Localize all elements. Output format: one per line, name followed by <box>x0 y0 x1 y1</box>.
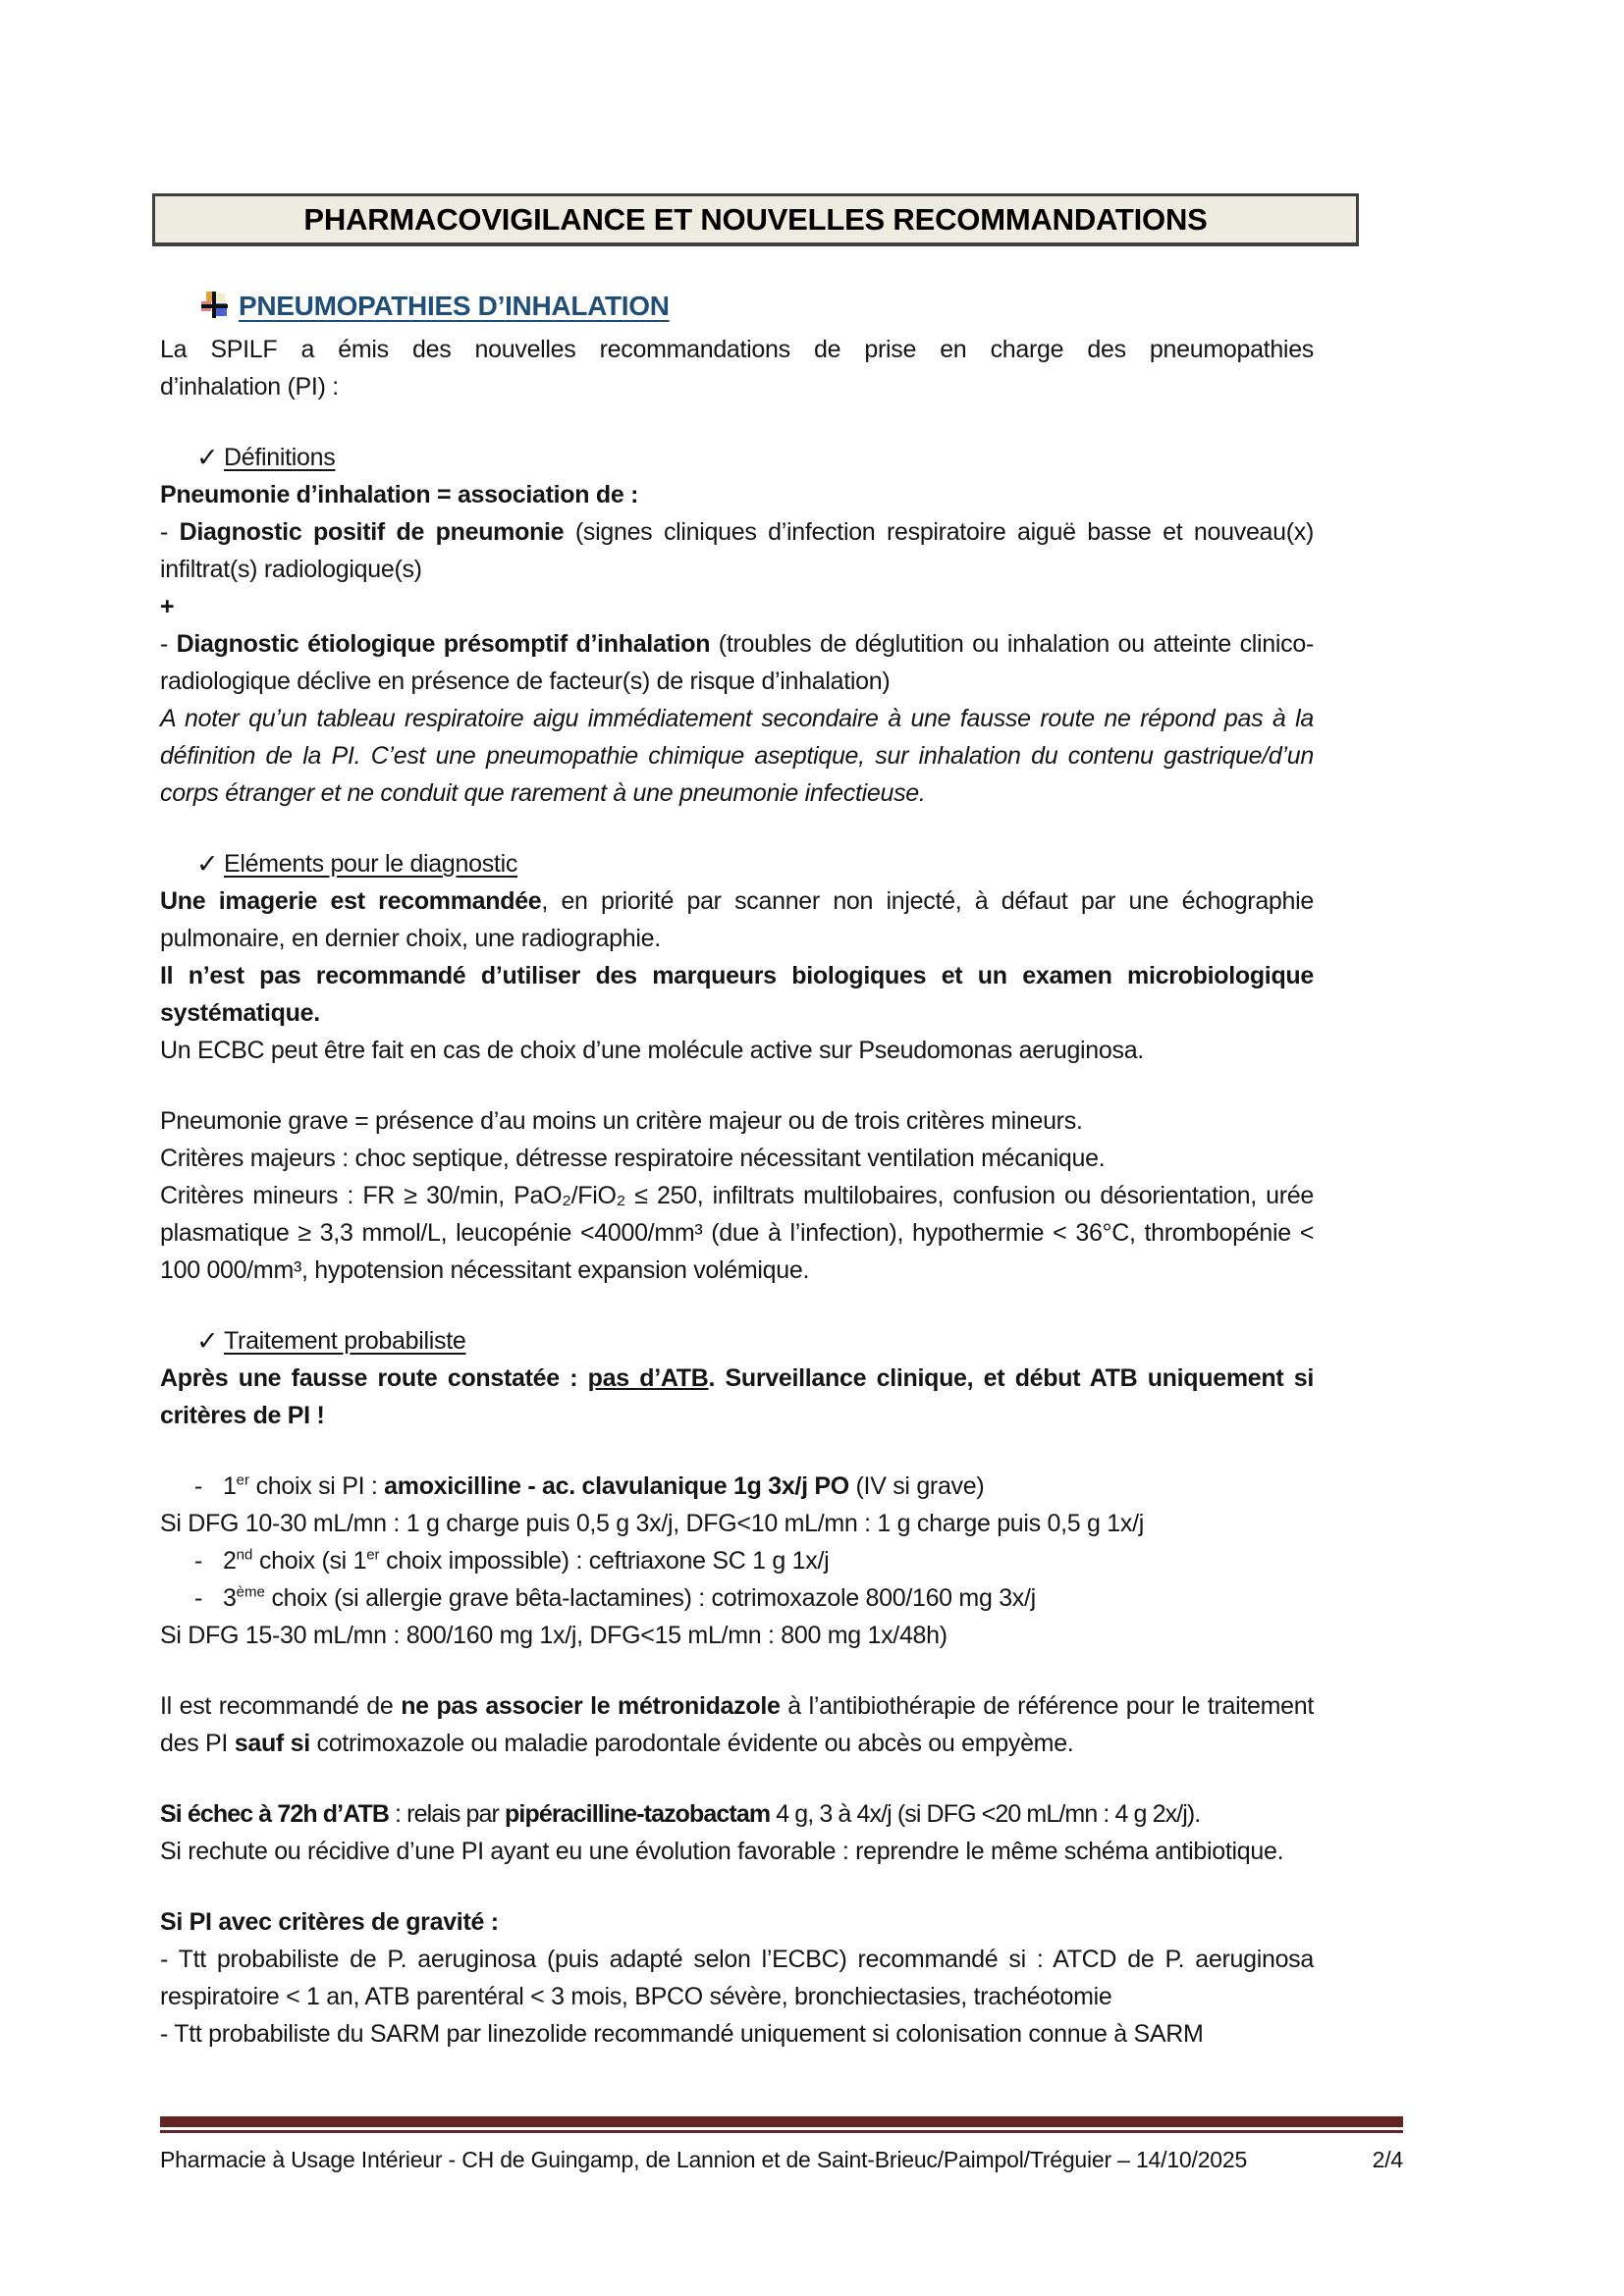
severity-title: Si PI avec critères de gravité : <box>160 1908 499 1936</box>
no-markers-paragraph: Il n’est pas recommandé d’utiliser des marqueurs biologiques et un examen microbiologique systématique. <box>160 962 1314 1027</box>
second-choice-text <box>223 1547 829 1575</box>
page-footer <box>160 2116 1403 2174</box>
ordinal-suffix: ème <box>236 1583 265 1601</box>
failure-bold-run: pipéracilline-tazobactam <box>505 1800 771 1828</box>
no-atb-warning <box>160 1360 1314 1434</box>
metro-bold-run: sauf si <box>234 1730 310 1757</box>
warning-underlined: pas d’ATB <box>587 1364 709 1392</box>
ordinal-suffix: nd <box>236 1546 253 1564</box>
choice-tail: choix (si allergie grave bêta-lactamines) : cotrimoxazole 800/160 mg 3x/j <box>264 1584 1036 1612</box>
third-choice-text <box>223 1584 1036 1612</box>
footer-rule-thick <box>160 2116 1403 2127</box>
dash: - <box>160 518 180 546</box>
first-choice-renal-adjustment: Si DFG 10-30 mL/mn : 1 g charge puis 0,5 g 3x/j, DFG<10 mL/mn : 1 g charge puis 0,5 g 1x/j <box>160 1510 1144 1537</box>
section-title: PNEUMOPATHIES D’INHALATION <box>239 291 670 321</box>
definitions-heading <box>160 439 1314 476</box>
choice-tail: (IV si grave) <box>848 1472 985 1500</box>
ordinal-number: 2 <box>223 1547 237 1575</box>
check-icon: ✓ <box>196 443 219 472</box>
positive-detail: (signes cliniques d’infection respiratoire aiguë basse et nouveau(x) infiltrat(s) radiologique(s) <box>160 518 1315 583</box>
choice-tail: choix impossible) : ceftriaxone SC 1 g 1x/j <box>379 1547 830 1575</box>
dash: - <box>160 630 177 658</box>
third-choice-renal-adjustment: Si DFG 15-30 mL/mn : 800/160 mg 1x/j, DFG<15 mL/mn : 800 mg 1x/48h) <box>160 1622 947 1649</box>
first-choice-item <box>160 1468 1314 1505</box>
metro-bold-run: ne pas associer le métronidazole <box>401 1692 781 1720</box>
imaging-rest: , en priorité par scanner non injecté, à défaut par une échographie pulmonaire, en dernier choix, une radiographie. <box>160 887 1314 952</box>
dash: - <box>194 1547 203 1575</box>
metro-run: à l’antibiothérapie de référence pour le traitement des PI <box>160 1692 1314 1757</box>
document-title: PHARMACOVIGILANCE ET NOUVELLES RECOMMANDATIONS <box>303 201 1208 237</box>
diagnostic-heading <box>160 845 1314 882</box>
document-title-box <box>152 193 1359 246</box>
severity-item-2: - Ttt probabiliste du SARM par linezolide recommandé uniquement si colonisation connue à SARM <box>160 2020 1204 2048</box>
footer-row <box>160 2145 1403 2174</box>
positive-term: Diagnostic positif de pneumonie <box>179 518 565 546</box>
plus-line: + <box>160 593 175 620</box>
intro-line-1: La SPILF a émis des nouvelles recommandations de prise en charge des pneumopathies <box>160 336 1314 363</box>
major-criteria: Critères majeurs : choc septique, détresse respiratoire nécessitant ventilation mécanique. <box>160 1145 1106 1172</box>
etiologic-detail: (troubles de déglutition ou inhalation ou atteinte clinico-radiologique déclive en présence de facteur(s) de risque d’inhalation) <box>160 630 1314 695</box>
warning-lead: Après une fausse route constatée : <box>160 1364 588 1392</box>
warning-tail: . Surveillance clinique, et début ATB uniquement si critères de PI ! <box>160 1364 1315 1429</box>
footer-rule-thin <box>160 2130 1403 2133</box>
choice-label: choix (si 1 <box>252 1547 367 1575</box>
etiologic-term: Diagnostic étiologique présomptif d’inhalation <box>176 630 711 658</box>
check-icon: ✓ <box>196 849 219 879</box>
relapse-paragraph: Si rechute ou récidive d’une PI ayant eu une évolution favorable : reprendre le même schéma antibiotique. <box>160 1838 1284 1865</box>
diagnostic-heading-label: Eléments pour le diagnostic <box>224 850 518 878</box>
ecbc-paragraph: Un ECBC peut être fait en cas de choix d’une molécule active sur Pseudomonas aeruginosa. <box>160 1037 1144 1064</box>
imaging-paragraph <box>160 882 1314 957</box>
document-body <box>160 193 1314 2053</box>
ordinal-suffix: er <box>366 1546 380 1564</box>
second-choice-item <box>160 1542 1314 1579</box>
definitions-heading-label: Définitions <box>224 444 336 471</box>
metronidazole-paragraph <box>160 1687 1314 1762</box>
section-heading <box>160 288 1314 326</box>
severity-item-1: - Ttt probabiliste de P. aeruginosa (puis adapté selon l’ECBC) recommandé si : ATCD de P. aeruginosa respiratoire < 1 an, ATB parentéral < 3 mois, BPCO sévère, bronchiectasies, trachéotomie <box>160 1946 1314 2010</box>
ordinal-suffix: er <box>236 1471 249 1489</box>
imaging-lead: Une imagerie est recommandée <box>160 887 542 915</box>
metro-run: cotrimoxazole ou maladie parodontale évidente ou abcès ou empyème. <box>309 1730 1074 1757</box>
note-paragraph: A noter qu’un tableau respiratoire aigu immédiatement secondaire à une fausse route ne répond pas à la définition de la PI. C’est une pneumopathie chimique aseptique, sur inhalation du contenu gastrique/d’un corps étranger et ne conduit que rarement à une pneumonie infectieuse. <box>160 705 1314 807</box>
etiologic-diagnosis-paragraph <box>160 625 1314 700</box>
failure-run: : relais par <box>389 1800 506 1828</box>
failure-run: 4 g, 3 à 4x/j (si DFG <20 mL/mn : 4 g 2x/j). <box>770 1800 1201 1828</box>
dash: - <box>194 1472 203 1500</box>
association-line: Pneumonie d’inhalation = association de : <box>160 481 639 508</box>
failure-bold-run: Si échec à 72h d’ATB <box>160 1800 390 1828</box>
first-choice-text <box>223 1472 984 1500</box>
footer-text: Pharmacie à Usage Intérieur - CH de Guingamp, de Lannion et de Saint-Brieuc/Paimpol/Tréguier – 14/10/2025 <box>160 2147 1248 2172</box>
dash: - <box>194 1584 203 1612</box>
ordinal-number: 3 <box>223 1584 237 1612</box>
drug-name: amoxicilline - ac. clavulanique 1g 3x/j PO <box>384 1472 849 1500</box>
treatment-heading-label: Traitement probabiliste <box>224 1327 466 1355</box>
severe-pneumonia-definition: Pneumonie grave = présence d’au moins un critère majeur ou de trois critères mineurs. <box>160 1107 1083 1135</box>
ordinal-number: 1 <box>223 1472 237 1500</box>
treatment-heading <box>160 1322 1314 1360</box>
intro-line-2: d’inhalation (PI) : <box>160 373 339 400</box>
section-bullet-icon <box>201 292 228 318</box>
minor-criteria: Critères mineurs : FR ≥ 30/min, PaO₂/FiO₂ ≤ 250, infiltrats multilobaires, confusion ou désorientation, urée plasmatique ≥ 3,3 mmol/L, leucopénie <4000/mm³ (due à l’infection), hypothermie < 36°C, thrombopénie < 100 000/mm³, hypotension nécessitant expansion volémique. <box>160 1182 1314 1284</box>
failure-paragraph <box>160 1795 1314 1833</box>
choice-label: choix si PI : <box>248 1472 385 1500</box>
check-icon: ✓ <box>196 1326 219 1356</box>
third-choice-item <box>160 1579 1314 1617</box>
page-number: 2/4 <box>1372 2147 1403 2172</box>
positive-diagnosis-paragraph <box>160 513 1314 588</box>
metro-run: Il est recommandé de <box>160 1692 402 1720</box>
